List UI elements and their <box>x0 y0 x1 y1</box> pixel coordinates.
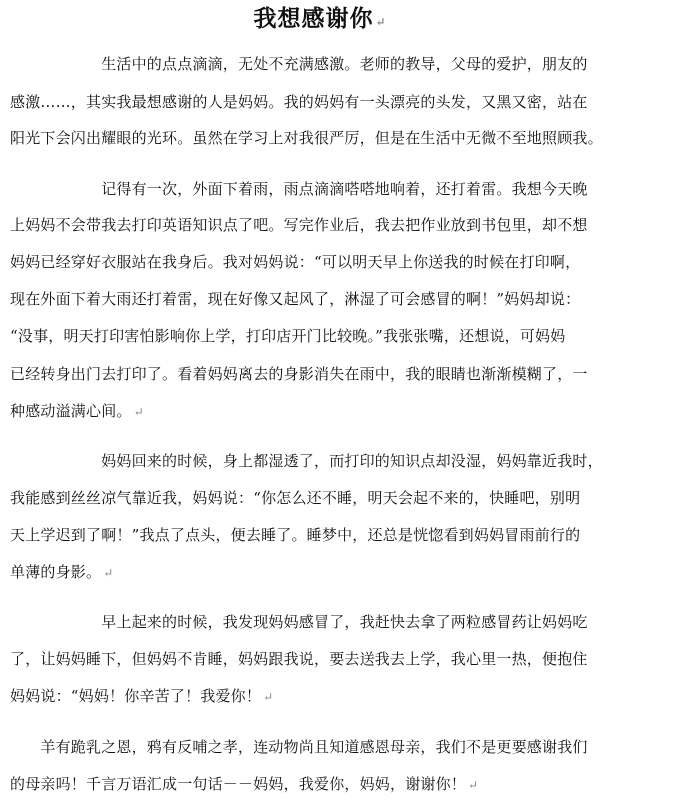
paragraph-2-line-3: 妈妈已经穿好衣服站在我身后。我对妈妈说：“可以明天早上你送我的时候在打印啊， <box>10 253 581 271</box>
paragraph-4-line-2: 了，让妈妈睡下，但妈妈不肯睡，妈妈跟我说，要去送我去上学，我心里一热，便抱住 <box>10 650 588 668</box>
paragraph-mark-icon: ↵ <box>263 690 274 704</box>
paragraph-2-line-5: “没事，明天打印害怕影响你上学，打印店开门比较晚。”我张张嘴，还想说，可妈妈 <box>10 327 566 345</box>
line-text: 种感动溢满心间。 <box>10 402 132 420</box>
paragraph-mark-icon: ↵ <box>468 778 479 792</box>
paragraph-mark-icon: ↵ <box>133 405 144 419</box>
paragraph-3-line-3: 天上学迟到了啊！”我点了点头，便去睡了。睡梦中，还总是恍惚看到妈妈冒雨前行的 <box>10 526 581 544</box>
title-text: 我想感谢你 <box>253 5 374 32</box>
paragraph-mark-icon: ↵ <box>375 15 387 29</box>
paragraph-2-line-6: 已经转身出门去打印了。看着妈妈离去的身影消失在雨中，我的眼睛也渐渐模糊了，一 <box>10 365 588 383</box>
paragraph-2-line-4: 现在外面下着大雨还打着雷，现在好像又起风了，淋湿了可会感冒的啊！”妈妈却说： <box>10 290 581 308</box>
paragraph-5-line-2 <box>10 774 675 795</box>
line-text: 的母亲吗！千言万语汇成一句话－－妈妈，我爱你，妈妈，谢谢你！ <box>10 775 467 793</box>
line-text: 妈妈说：“妈妈！你辛苦了！我爱你！ <box>10 687 262 705</box>
paragraph-3-line-4 <box>10 562 675 583</box>
paragraph-2-line-2: 上妈妈不会带我去打印英语知识点了吧。写完作业后，我去把作业放到书包里，却不想 <box>10 216 588 234</box>
document-title <box>0 2 640 39</box>
paragraph-4-line-3 <box>10 686 675 707</box>
paragraph-4-line-1: 早上起来的时候，我发现妈妈感冒了，我赶快去拿了两粒感冒药让妈妈吃 <box>10 613 588 631</box>
paragraph-1-line-2: 感激……，其实我最想感谢的人是妈妈。我的妈妈有一头漂亮的头发，又黑又密，站在 <box>10 93 588 111</box>
paragraph-mark-icon: ↵ <box>103 566 114 580</box>
line-text: 单薄的身影。 <box>10 563 102 581</box>
paragraph-1-line-3: 阳光下会闪出耀眼的光环。虽然在学习上对我很严厉，但是在生活中无微不至地照顾我。 <box>10 129 603 147</box>
paragraph-3-line-2: 我能感到丝丝凉气靠近我，妈妈说：“你怎么还不睡，明天会起不来的，快睡吧，别明 <box>10 489 581 507</box>
paragraph-2-line-1: 记得有一次，外面下着雨，雨点滴滴嗒嗒地响着，还打着雷。我想今天晚 <box>10 180 588 198</box>
paragraph-2-line-7 <box>10 401 675 422</box>
paragraph-1-line-1: 生活中的点点滴滴，无处不充满感激。老师的教导，父母的爱护，朋友的 <box>10 55 588 73</box>
paragraph-5-line-1: 羊有跪乳之恩，鸦有反哺之孝，连动物尚且知道感恩母亲，我们不是更要感谢我们 <box>10 738 588 756</box>
paragraph-3-line-1: 妈妈回来的时候，身上都湿透了，而打印的知识点却没湿，妈妈靠近我时， <box>10 452 603 470</box>
